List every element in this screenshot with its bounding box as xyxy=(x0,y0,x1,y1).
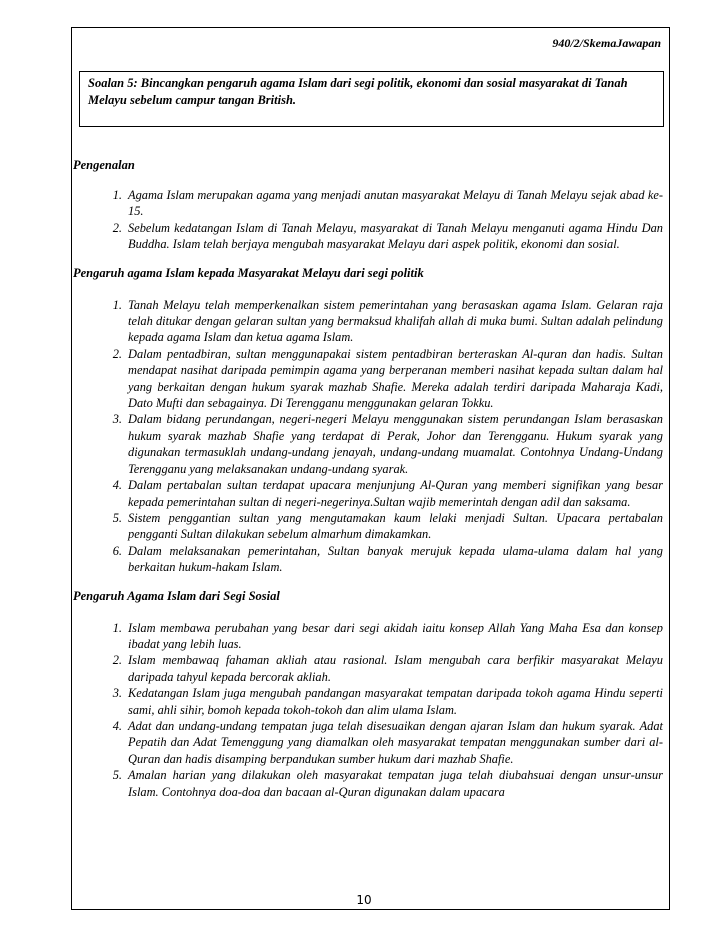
page-number: 10 xyxy=(356,893,372,907)
section-heading-politics: Pengaruh agama Islam kepada Masyarakat Melayu dari segi politik xyxy=(73,265,424,280)
list-item: 1. Islam membawa perubahan yang besar dari segi akidah iaitu konsep Allah Yang Maha Esa dan konsep ibadat yang lebih luas. xyxy=(112,620,663,651)
list-item: 5. Sistem penggantian sultan yang mengutamakan kaum lelaki menjadi Sultan. Upacara pertabalan pengganti Sultan dilakukan sebelum almarhum dimakamkan. xyxy=(112,510,663,542)
list-item: 1. Agama Islam merupakan agama yang menjadi anutan masyarakat Melayu di Tanah Melayu sejak abad ke-15. xyxy=(112,188,663,219)
answer-content xyxy=(73,150,663,800)
list-item: 2. Dalam pentadbiran, sultan menggunapakai sistem pentadbiran berteraskan Al-quran dan hadis. Sultan mendapat nasihat daripada pemimpin agama yang berperanan memberi nasihat kepada sultan dalam hal yang berkaitan dengan hukum syarak mazhab Shafie. Mereka adalah terdiri daripada Maharaja Kadi, Dato Mufti dan sebagainya. Di Terengganu menggunakan gelaran Tokku. xyxy=(112,346,663,411)
list-item: 6. Dalam melaksanakan pemerintahan, Sultan banyak merujuk kepada ulama-ulama dalam hal yang berkaitan hukum-hakam Islam. xyxy=(112,543,663,575)
list-item: 5. Amalan harian yang dilakukan oleh masyarakat tempatan juga telah diubahsuai dengan unsur-unsur Islam. Contohnya doa-doa dan bacaan al-Quran digunakan dalam upacara xyxy=(112,768,663,799)
list-item: 3. Dalam bidang perundangan, negeri-negeri Melayu menggunakan sistem perundangan Islam berasaskan hukum syarak mazhab Shafie yang terdapat di Perak, Johor dan Terengganu. Hukum syarak yang digunakan termasuklah undang-undang jenayah, undang-undang muamalat. Contohnya Undang-Undang Terengganu yang melaksanakan undang-undang syarak. xyxy=(112,412,663,476)
list-item: 2. Sebelum kedatangan Islam di Tanah Melayu, masyarakat di Tanah Melayu menganuti agama Hindu Dan Buddha. Islam telah berjaya mengubah masyarakat Melayu dari aspek politik, ekonomi dan sosial. xyxy=(112,220,663,252)
section-heading-introduction: Pengenalan xyxy=(73,158,135,172)
section-heading-social: Pengaruh Agama Islam dari Segi Sosial xyxy=(73,588,280,603)
introduction-list xyxy=(73,187,663,253)
list-item: 3. Kedatangan Islam juga mengubah pandangan masyarakat tempatan daripada tokoh agama Hindu seperti sami, ahli sihir, bomoh kepada tokoh-tokoh dan alim ulama Islam. xyxy=(112,686,663,717)
question-box: Soalan 5: Bincangkan pengaruh agama Islam dari segi politik, ekonomi dan sosial masyarakat di Tanah Melayu sebelum campur tangan British. xyxy=(79,71,664,127)
list-item: 4. Adat dan undang-undang tempatan juga telah disesuaikan dengan ajaran Islam dan hukum syarak. Adat Pepatih dan Adat Temenggung yang diamalkan oleh masyarakat tempatan menggunakan sumber dari al-Quran dan hadis disamping berpandukan sumber hukum dari mazhab Shafie. xyxy=(112,718,663,766)
list-item: 4. Dalam pertabalan sultan terdapat upacara menjunjung Al-Quran yang memberi signifikan yang besar kepada pemerintahan sultan di negeri-negerinya.Sultan wajib memerintah dengan adil dan saksama. xyxy=(112,478,663,509)
politics-list xyxy=(73,297,663,576)
document-code: 940/2/SkemaJawapan xyxy=(552,36,661,50)
list-item: 1. Tanah Melayu telah memperkenalkan sistem pemerintahan yang berasaskan agama Islam. Gelaran raja telah ditukar dengan gelaran sultan yang bermaksud khalifah allah di muka bumi. Sultan adalah pelindung kepada agama Islam dan ketua agama Islam. xyxy=(112,297,663,345)
list-item: 2. Islam membawaq fahaman akliah atau rasional. Islam mengubah cara berfikir masyarakat Melayu daripada tahyul kepada bercorak akliah. xyxy=(112,653,663,684)
social-list xyxy=(73,620,663,800)
